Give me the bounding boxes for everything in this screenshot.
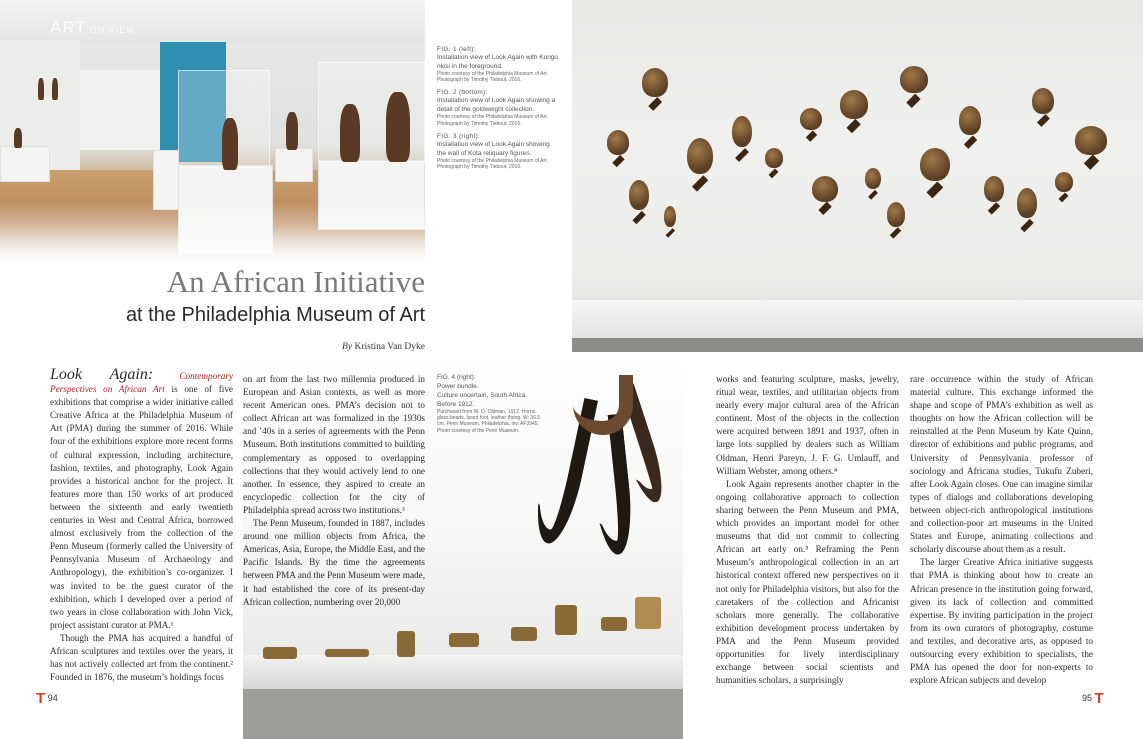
body-paragraph: works and featuring sculpture, masks, jewelry, ritual wear, textiles, and utilitarian objects from nearly every major cultural area of the African continent. Most of the objects in the collection were acquired between 1891 and 1937, often in large lots supplied by dealers such as William Oldman, Henri Pareyn, J. F. G. Umlauff, and William Webster, among others.⁴ [716,374,899,476]
goldweight [635,597,661,629]
nkisi-figure [386,92,410,162]
gallery-plinth [275,148,313,182]
goldweight [325,649,369,657]
kota-figure [687,138,713,196]
kota-figure [959,106,981,152]
article-subtitle: at the Philadelphia Museum of Art [125,304,425,326]
photo-fade [0,202,425,262]
kota-figure [642,68,668,114]
magazine-logo-icon: T [36,690,46,707]
caption-text: Installation view of Look Again with Kongo nkisi in the foreground. [437,54,559,70]
body-paragraph: Though the PMA has acquired a handful of African sculptures and textiles over the years, it has not actively collected art from the continent.² Founded in 1876, the museum’s holdings focus [50,632,233,683]
body-paragraph [50,368,233,632]
body-paragraph: on art from the last two millennia produced in European and Asian contexts, as well as more recent American ones. PMA’s decision not to collect African art was formalized in the 1930s and ’40s in a series of agreements with the Penn Museum. Both institutions committed to building complementary as opposed to overlapping collections that they would actively lend to one another. In essence, they aspired to create an encyclopedic collection for the city of Philadelphia spread across two institutions.³ [243,374,425,515]
body-paragraph: rare occurrence within the study of African material culture. This exchange informed the shape and scope of PMA’s exhibition as well as thoughts on how the African collection will be reinstalled at the Penn Museum by Kate Quinn, director of exhibitions and public programs, and University of Pennsylvania professor of sociology and Africana studies, Tukufu Zuberi, after Look Again closes. One can imagine similar types of dialogs and collaborations developing between object-rich anthropological institutions and collection-poor art museums in the United States and Europe, animating collections and scholarly discourse about them as a result. [910,374,1093,555]
kota-figure [920,148,950,202]
page-number: 95 [1082,693,1093,703]
caption-fig3 [437,133,559,170]
page-number-right [1082,690,1104,707]
body-column-1 [50,368,233,684]
kota-figure [1075,126,1107,172]
nkisi-figure [14,128,22,148]
byline [342,342,425,352]
gallery-back-wall [80,70,165,150]
running-head-section: ART [50,18,87,37]
caption-text: Installation view of Look Again showing a detail of the goldweight collection. [437,97,556,114]
goldweight [263,647,297,659]
caption-fig4 [437,373,547,434]
goldweight [397,631,415,657]
kota-figure [900,66,928,110]
goldweight [555,605,577,635]
gallery-installation-photo [0,0,425,262]
nkisi-figure [52,78,58,100]
body-paragraph: The Penn Museum, founded in 1887, includes around one million objects from Africa, the Americas, Asia, Europe, the Middle East, and the Pacific Islands. By the time the agreements between PMA and the Penn Museum were made, it had established the core of its present-day African collection, numbering over 20,000 [243,518,425,607]
byline-by: By [342,342,353,352]
caption-text: Culture uncertain, South Africa. Before 1912. [437,392,527,408]
caption-credit: Photo courtesy of the Philadelphia Museum of Art. Photograph by Timothy Tiebout, 2016. [437,71,548,84]
body-paragraph: Look Again represents another chapter in the ongoing collaborative approach to collection sharing between the Penn Museum and PMA, which provides an important model for other museums that did not commit to collecting African art early on.⁵ Reframing the Penn Museum’s anthropological collection in an art historical context offered new perspectives on it not only for Philadelphia visitors, but also for the caretakers of the collection and Africanist scholars more generally. The collaborative exhibition development process undertaken by PMA and the Penn Museum provided opportunities for lively interdisciplinary exchange between social scientists and humanities scholars, a surprisingly [716,478,899,686]
kota-figure [607,130,629,170]
byline-author: Kristina Van Dyke [354,342,425,352]
lead-subtitle: Contemporary Perspectives on African Art [50,371,233,395]
goldweight [601,617,627,631]
kota-figure [629,180,649,228]
display-shelf [243,655,683,691]
gallery-plinth [153,150,179,210]
kota-figure [1032,88,1054,130]
body-column-4 [910,373,1093,687]
caption-label: FIG. 3 (right): [437,132,481,140]
goldweight [449,633,479,647]
kota-figure [1017,188,1037,236]
caption-credit: Photo courtesy of the Philadelphia Museum of Art. Photograph by Timothy Tiebout, 2016. [437,157,548,171]
figure-captions [437,46,559,176]
running-head [50,18,136,38]
display-shelf-face [243,689,683,739]
body-column-3 [716,373,899,687]
caption-credit: Purchased from W. O. Oldman, 1912. Horns, glass beads, lizard foot, leather thong. W: 36.5 cm. Penn Museum, Philadelphia, inv. AF3945. Photo courtesy of the Penn Museum. [437,409,541,434]
page-number-left [36,690,58,707]
nkisi-figure [286,112,298,150]
kota-figure [1055,172,1073,204]
nkisi-figure [222,118,238,170]
wall-base [572,338,1143,352]
kota-figure [865,168,881,202]
goldweight [511,627,537,641]
magazine-logo-icon: T [1094,690,1104,707]
caption-credit: Photo courtesy of the Philadelphia Museum of Art. Photograph by Timothy Tiebout, 2016. [437,114,548,127]
kota-figure [732,116,752,166]
caption-fig1 [437,46,559,83]
lead-title: Look Again: [50,366,154,383]
running-head-sub: ON VIEW [89,25,136,35]
kota-figure [840,90,868,136]
nkisi-figure [340,104,360,162]
caption-text: Power bundle. [437,383,479,390]
body-column-2 [243,373,425,609]
caption-label: FIG. 2 (bottom): [437,89,488,97]
horn-object [573,375,633,435]
caption-label: FIG. 4 (right): [437,374,476,381]
kota-figure [812,176,838,218]
wall-ledge [572,300,1143,340]
kota-figure [984,176,1004,218]
kota-figure [800,108,822,144]
caption-fig2 [437,89,559,126]
nkisi-figure [38,78,44,100]
kota-figure [664,206,676,240]
caption-label: FIG. 1 (left): [437,46,476,53]
gallery-plinth [0,146,50,182]
kota-wall-photo [572,0,1143,352]
body-paragraph: The larger Creative Africa initiative suggests that PMA is thinking about how to create an African presence in the institution going forward, given its lack of collection and committed expertise. By inviting participation in the project from its own curators of photography, costume and textiles, and decorative arts, as opposed to outsourcing every exhibition to specialists, the PMA has opened the door for non-experts to explore African subjects and develop [910,557,1093,686]
article-title: An African Initiative [166,264,425,299]
caption-text: Installation view of Look Again showing the wall of Kota reliquary figures. [437,140,550,157]
kota-figure [887,202,905,242]
page-number: 94 [47,693,58,703]
kota-figure [765,148,783,180]
paragraph-text: is one of five exhibitions that comprise a wider initiative called Creative Africa at the Philadelphia Museum of Art (PMA) during the summer of 2016. While four of the exhibitions explore more recent forms of cultural expression, including architecture, fashion, textiles, and photography, Look Again provides a historical anchor for the project. It features more than 150 works of art produced between the sixteenth and early twentieth centuries in West and Central Africa, borrowed almost exclusively from the collection of the Penn Museum (formerly called the University of Pennsylvania Museum of Archaeology and Anthropology), the exhibition’s co-organizer. I was invited to be the guest curator of the exhibition, which I developed over a period of two years in close collaboration with John Vick, project assistant curator at PMA.¹ [50,384,233,630]
